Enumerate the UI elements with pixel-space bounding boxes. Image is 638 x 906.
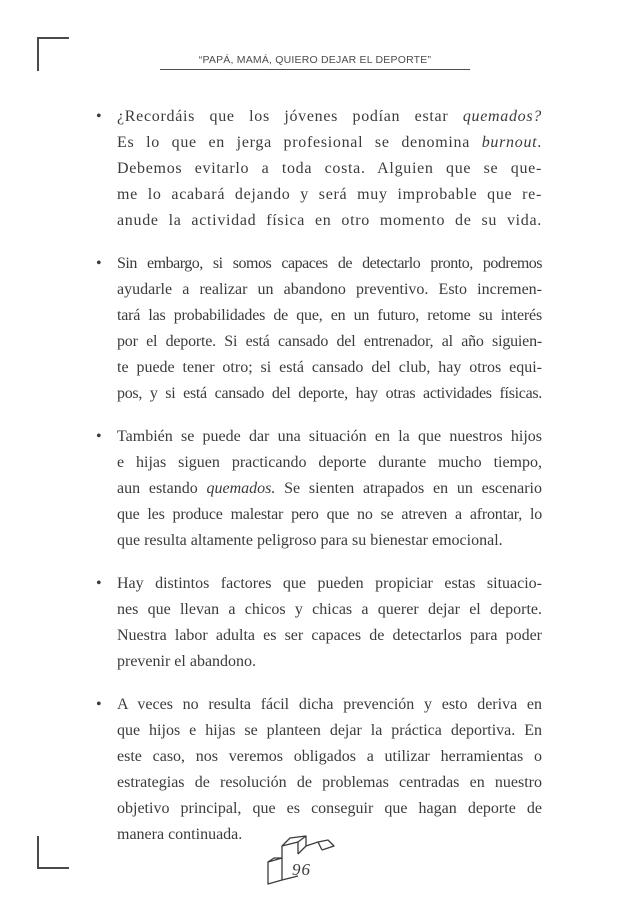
text-line: A veces no resulta fácil dicha prevención y esto deriva en — [117, 696, 542, 713]
text-line: prevenir el abandono. — [117, 653, 257, 670]
text-line: me lo acabará dejando y será muy improbable que re- — [117, 186, 542, 203]
text-line: pos, y si está cansado del deporte, hay otras actividades físicas. — [117, 385, 542, 402]
running-header: “PAPÁ, MAMÁ, QUIERO DEJAR EL DEPORTE” — [160, 54, 470, 70]
text-line: También se puede dar una situación en la que nuestros hijos — [117, 428, 542, 445]
text-line: tará las probabilidades de que, en un futuro, retome su interés — [117, 307, 542, 324]
bullet-item-1 — [96, 104, 542, 234]
crop-mark-top-left-horizontal — [37, 37, 69, 39]
bullet-item-3 — [96, 424, 542, 554]
text-line: ayudarle a realizar un abandono preventivo. Esto incremen- — [117, 281, 542, 298]
page-number-block — [262, 828, 342, 888]
text-line: te puede tener otro; si está cansado del club, hay otros equi- — [117, 359, 542, 376]
crop-mark-bottom-left-horizontal — [37, 867, 69, 869]
bullet-icon: • — [96, 255, 102, 272]
text-line: Nuestra labor adulta es ser capaces de detectarlos para poder — [117, 627, 542, 644]
text-line: por el deporte. Si está cansado del entrenador, al año siguien- — [117, 333, 542, 350]
bullet-item-2 — [96, 251, 542, 407]
text-line: manera continuada. — [117, 826, 243, 843]
bullet-icon: • — [96, 575, 102, 592]
crop-mark-top-left-vertical — [37, 37, 39, 71]
bullet-icon: • — [96, 428, 102, 445]
text-line: que hijos e hijas se planteen dejar la práctica deportiva. En — [117, 722, 542, 739]
text-line: anude la actividad física en otro momento de su vida. — [117, 212, 542, 229]
text-line: Hay distintos factores que pueden propiciar estas situacio- — [117, 575, 542, 592]
text-line: que resulta altamente peligroso para su bienestar emocional. — [117, 532, 503, 549]
text-line: ¿Recordáis que los jóvenes podían estar quemados? — [117, 108, 542, 125]
text-line: aun estando quemados. Se sienten atrapados en un escenario — [117, 480, 542, 497]
text-line: Es lo que en jerga profesional se denomina burnout. — [117, 134, 542, 151]
text-line: este caso, nos veremos obligados a utilizar herramientas o — [117, 748, 542, 765]
text-line: Sin embargo, si somos capaces de detectarlo pronto, podremos — [117, 255, 542, 272]
crop-mark-bottom-left-vertical — [37, 836, 39, 869]
text-line: estrategias de resolución de problemas centradas en nuestro — [117, 774, 542, 791]
bullet-icon: • — [96, 696, 102, 713]
text-line: que les produce malestar pero que no se atreven a afrontar, lo — [117, 506, 542, 523]
text-line: e hijas siguen practicando deporte durante mucho tiempo, — [117, 454, 542, 471]
text-line: Debemos evitarlo a toda costa. Alguien que se que- — [117, 160, 542, 177]
bullet-icon: • — [96, 108, 102, 125]
bullet-list — [96, 104, 542, 865]
page-number: 96 — [292, 860, 311, 879]
text-line: objetivo principal, que es conseguir que hagan deporte de — [117, 800, 542, 817]
bullet-item-4 — [96, 571, 542, 675]
bullet-item-5 — [96, 692, 542, 848]
text-line: nes que llevan a chicos y chicas a querer dejar el deporte. — [117, 601, 542, 618]
